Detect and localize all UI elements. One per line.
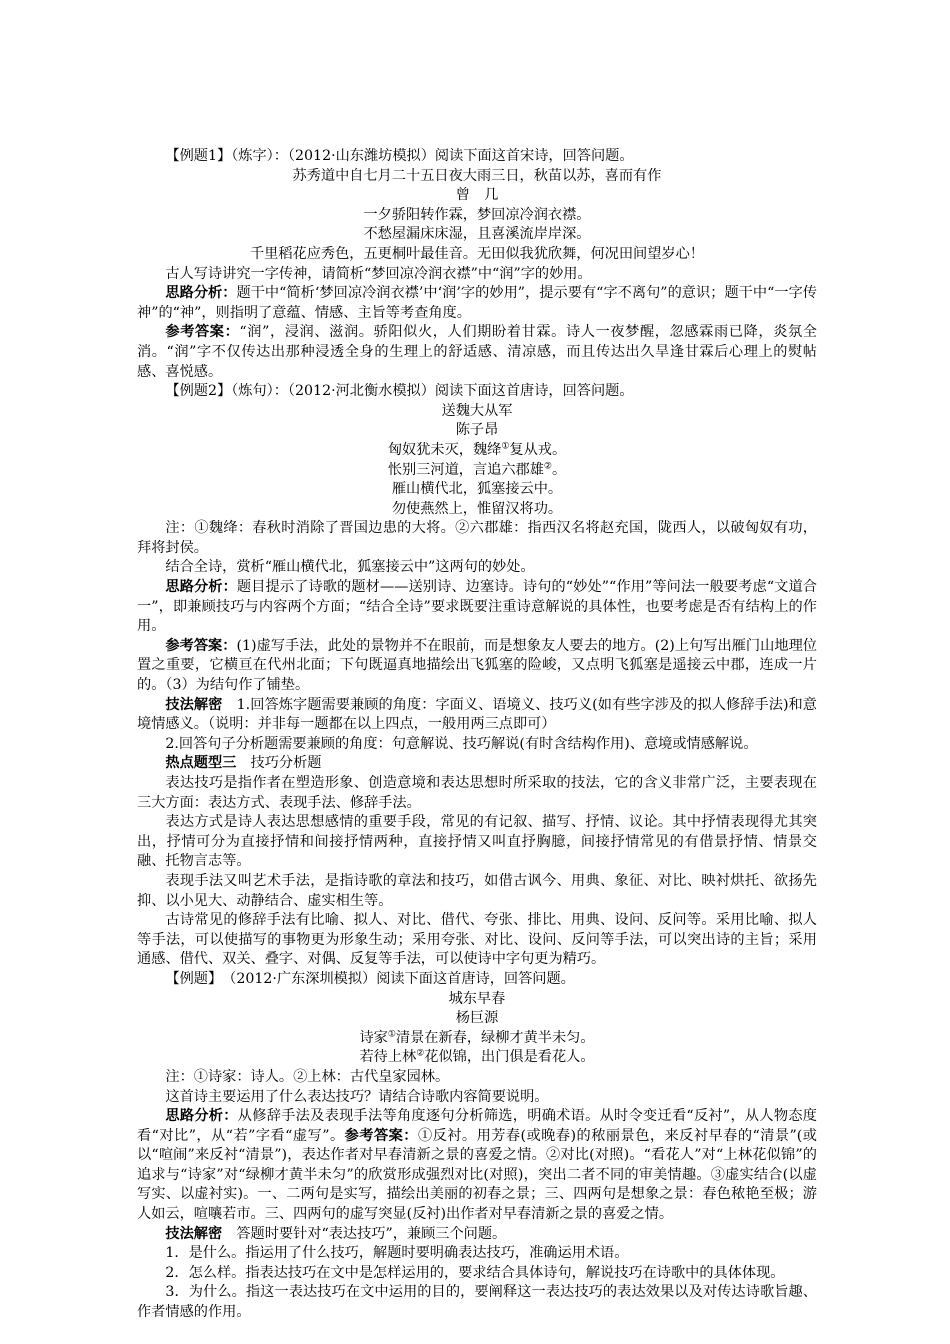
answer-label: 参考答案： [165, 324, 240, 341]
example3-note: 注：①诗家：诗人。②上林：古代皇家园林。 [165, 1068, 450, 1085]
section-title: 技巧分析题 [236, 755, 322, 772]
example1-poem-title: 苏秀道中自七月二十五日夜大雨三日，秋苗以苏，喜而有作 [292, 167, 662, 184]
footnote-mark: ① [387, 1028, 396, 1039]
tips-label: 技法解密 [165, 696, 223, 713]
example3-poem-title: 城东早春 [448, 990, 506, 1007]
poem-text: 。 [551, 461, 567, 478]
example3-analysis [137, 1107, 817, 1225]
example2-poem-line: 雁山横代北，狐塞接云中。 [391, 481, 563, 498]
example2-note: 注：①魏绛：春秋时消除了晋国边患的大将。②六郡雄：指西汉名将赵充国，陇西人，以破匈奴有功，拜将封侯。 [137, 520, 817, 556]
answer-text: (1)虚写手法，此处的景物并不在眼前，而是想象友人要去的地方。(2)上句写出雁门山地理位置之重要，它横亘在代州北面；下句既逼真地描绘出飞狐塞的险峻，又点明飞狐塞是遥接云中郡，连成一片的。（3）为结句作了铺垫。 [137, 637, 817, 694]
analysis-label: 思路分析： [165, 285, 237, 302]
footnote-mark: ② [416, 1048, 425, 1059]
poem-text: 怅别三河道，言追六郡雄 [387, 461, 544, 478]
section-paragraph: 表达技巧是指作者在塑造形象、创造意境和表达思想时所采取的技法，它的含义非常广泛，主要表现在三大方面：表达方式、表现手法、修辞手法。 [137, 775, 817, 811]
example1-question: 古人写诗讲究一字传神，请简析“梦回凉冷润衣襟”中“润”字的妙用。 [165, 265, 592, 282]
poem-text: 复从戎。 [509, 441, 567, 458]
example1-poem-line: 不愁屋漏床床湿，且喜溪流岸岸深。 [363, 226, 591, 243]
example3-question: 这首诗主要运用了什么表达技巧？请结合诗歌内容简要说明。 [165, 1088, 549, 1105]
example2-author: 陈子昂 [455, 422, 499, 439]
footnote-mark: ② [543, 460, 552, 471]
tips-text: 答题时要针对“表达技巧”，兼顾三个问题。 [222, 1225, 507, 1242]
analysis-text: 从修辞手法及表现手法等角度逐句分析筛选，明确术语。从时令变迁看“反衬”，从人物态度看“对比”，从“若”字看“虚写”。 [137, 1108, 817, 1144]
tips2-item: 2．怎么样。指表达技巧在文中是怎样运用的，要求结合具体诗句，解说技巧在诗歌中的具体体现。 [165, 1264, 785, 1281]
poem-text: 匈奴犹未灭，魏绛 [387, 441, 502, 458]
analysis-label: 思路分析： [165, 579, 237, 596]
poem-text: 花似锦，出门俱是看花人。 [424, 1049, 595, 1066]
example2-poem-line: 勿使燕然上，惟留汉将功。 [391, 500, 563, 517]
example1-heading: 【例题1】（炼字）：（2012·山东潍坊模拟）阅读下面这首宋诗，回答问题。 [165, 148, 634, 164]
example1-author: 曾 几 [455, 187, 499, 204]
example2-poem-title: 送魏大从军 [441, 402, 513, 419]
example2-analysis [137, 578, 817, 637]
section-label: 热点题型三 [165, 755, 237, 772]
example1-analysis [137, 284, 817, 323]
section-heading [137, 754, 817, 774]
section-paragraph: 表达方式是诗人表达思想感情的重要手段，常见的有记叙、描写、抒情、议论。其中抒情表现得尤其突出，抒情可分为直接抒情和间接抒情两种，直接抒情又叫直抒胸臆，间接抒情常见的有借景抒情、情景交融、托物言志等。 [137, 814, 817, 870]
example1-answer [137, 323, 817, 382]
example2-heading: 【例题2】（炼句）：（2012·河北衡水模拟）阅读下面这首唐诗，回答问题。 [165, 383, 634, 400]
example1-poem-line: 一夕骄阳转作霖，梦回凉冷润衣襟。 [363, 206, 591, 223]
example1-poem-line: 千里稻花应秀色，五更桐叶最佳音。无田似我犹欣舞，何况田间望岁心！ [249, 245, 704, 262]
example3-poem-line [137, 1029, 817, 1049]
section-paragraph: 表现手法又叫艺术手法，是指诗歌的章法和技巧，如借古讽今、用典、象征、对比、映衬烘托、欲扬先抑、以小见大、动静结合、虚实相生等。 [137, 872, 817, 909]
example3-author: 杨巨源 [455, 1010, 499, 1027]
example3-heading: 【例题】 （2012·广东深圳模拟）阅读下面这首唐诗，回答问题。 [165, 970, 575, 987]
example3-poem-line [137, 1048, 817, 1068]
example2-poem-line [137, 441, 817, 461]
tips2-intro [137, 1225, 817, 1245]
example2-question: 结合全诗，赏析“雁山横代北，狐塞接云中”这两句的妙处。 [165, 559, 535, 576]
analysis-label: 思路分析： [165, 1108, 238, 1125]
answer-label: 参考答案： [344, 1127, 418, 1144]
tips-text: 1.回答炼字题需要兼顾的角度：字面义、语境义、技巧义(如有些字涉及的拟人修辞手法)和意境情感义。（说明：并非每一题都在以上四点，一般用两三点即可） [137, 696, 817, 733]
example2-answer [137, 637, 817, 696]
tips1-p1 [137, 696, 817, 735]
tips2-item: 3．为什么。指这一表达技巧在文中运用的目的，要阐释这一表达技巧的表达效果以及对传达诗歌旨趣、作者情感的作用。 [137, 1284, 817, 1321]
answer-text: “润”，浸润、滋润。骄阳似火，人们期盼着甘霖。诗人一夜梦醒，忽感霖雨已降，炎氛全消。“润”字不仅传达出那种浸透全身的生理上的舒适感、清凉感，而且传达出久旱逢甘霖后心理上的熨帖感、喜悦感。 [137, 324, 817, 380]
tips-label: 技法解密 [165, 1225, 223, 1242]
answer-label: 参考答案： [165, 637, 237, 654]
example2-poem-line [137, 461, 817, 481]
analysis-text: 题干中“简析‘梦回凉冷润衣襟’中‘润’字的妙用”，提示要有“字不离句”的意识；题干中“一字传神”的“神”，则指明了意蕴、情感、主旨等考查角度。 [137, 285, 817, 321]
tips2-item: 1．是什么。指运用了什么技巧，解题时要明确表达技巧，准确运用术语。 [165, 1245, 629, 1262]
document-page [137, 147, 817, 1323]
footnote-mark: ① [501, 441, 510, 452]
poem-text: 清景在新春，绿柳才黄半未匀。 [395, 1029, 595, 1046]
answer-text: ①反衬。用芳春(或晚春)的秾丽景色，来反衬早春的“清景”(或以“喧闹”来反衬“清景”)，表达作者对早春清新之景的喜爱之情。②对比(对照)。“看花人”对“上林花似锦”的追求与“诗家”对“绿柳才黄半未匀”的欣赏形成强烈对比(对照)，突出二者不同的审美情趣。③虚实结合(以虚写实、以虚衬实)。一、二两句是实写，描绘出美丽的初春之景；三、四两句是想象之景：春色秾艳至极；游人如云，喧嚷若市。三、四两句的虚写突显(反衬)出作者对早春清新之景的喜爱之情。 [137, 1127, 817, 1223]
poem-text: 诗家 [359, 1029, 388, 1046]
section-paragraph: 古诗常见的修辞手法有比喻、拟人、对比、借代、夸张、排比、用典、设问、反问等。采用比喻、拟人等手法，可以使描写的事物更为形象生动；采用夸张、对比、设问、反问等手法，可以突出诗的主旨；采用通感、借代、双关、叠字、对偶、反复等手法，可以使诗中字句更为精巧。 [137, 912, 817, 968]
tips1-p2: 2.回答句子分析题需要兼顾的角度：句意解说、技巧解说(有时含结构作用)、意境或情感解说。 [165, 735, 758, 752]
analysis-text: 题目提示了诗歌的题材——送别诗、边塞诗。诗句的“妙处”“作用”等问法一般要考虑“文道合一”，即兼顾技巧与内容两个方面；“结合全诗”要求既要注重诗意解说的具体性，也要考虑是否有结构上的作用。 [137, 579, 817, 635]
poem-text: 若待上林 [359, 1049, 417, 1066]
